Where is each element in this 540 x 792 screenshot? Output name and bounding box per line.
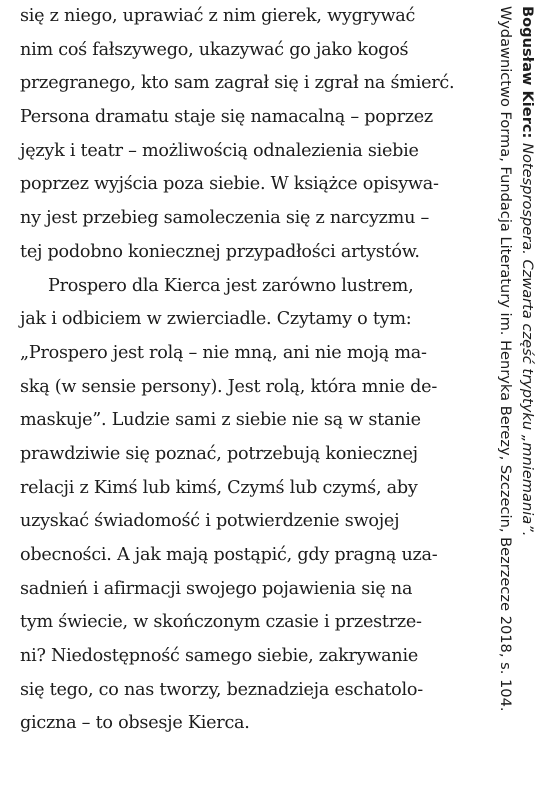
text-line: „Prospero jest rolą – nie mną, ani nie moją ma-: [20, 342, 427, 363]
text-line: tej podobno koniecznej przypadłości artystów.: [20, 241, 420, 262]
text-line: tym świecie, w skończonym czasie i przestrze-: [20, 612, 422, 633]
footnote-margin: [478, 0, 538, 792]
text-line: prawdziwie się poznać, potrzebują koniecznej: [20, 443, 418, 464]
text-line: ni? Niedostępność samego siebie, zakrywanie: [20, 646, 418, 667]
text-line: jak i odbiciem w zwierciadle. Czytamy o tym:: [20, 309, 412, 330]
text-line: poprzez wyjścia poza siebie. W książce opisywa-: [20, 174, 439, 195]
text-line: obecności. A jak mają postąpić, gdy pragną uza-: [20, 545, 438, 565]
text-line: Persona dramatu staje się namacalną – poprzez: [20, 107, 433, 128]
text-line: giczna – to obsesje Kierca.: [20, 713, 250, 734]
text-line-paragraph-start: Prospero dla Kierca jest zarówno lustrem,: [48, 275, 414, 296]
text-line: się z niego, uprawiać z nim gierek, wygrywać: [20, 6, 416, 26]
text-line: się tego, co nas tworzy, beznadzieja eschatolo-: [20, 679, 423, 700]
text-line: ską (w sensie persony). Jest rolą, która mnie de-: [20, 376, 438, 397]
text-line: sadnień i afirmacji swojego pojawienia się na: [20, 578, 413, 599]
footnote-line-1: [516, 6, 538, 776]
text-line: maskuje”. Ludzie sami z siebie nie są w stanie: [20, 410, 421, 431]
footnote-author: Bogusław Kierc:: [519, 6, 536, 139]
text-line: relacji z Kimś lub kimś, Czymś lub czymś, aby: [20, 477, 418, 498]
text-line: ny jest przebieg samoleczenia się z narcyzmu –: [20, 208, 430, 229]
footnote-publisher: Wydawnictwo Forma, Fundacja Literatury im. Henryka Berezy, Szczecin, Bezrzecze 2018, s. 104.: [497, 6, 514, 712]
text-line: język i teatr – możliwością odnalezienia siebie: [20, 140, 419, 161]
text-line: przegranego, kto sam zagrał się i zgrał na śmierć.: [20, 73, 455, 94]
footnote-title: Notesprospera. Czwarta część tryptyku „mniemania”.: [519, 143, 536, 537]
text-line: nim coś fałszywego, ukazywać go jako kogoś: [20, 39, 409, 60]
text-line: uzyskać świadomość i potwierdzenie swojej: [20, 511, 400, 532]
bibliographic-footnote: [494, 6, 538, 776]
body-text: [20, 0, 468, 741]
